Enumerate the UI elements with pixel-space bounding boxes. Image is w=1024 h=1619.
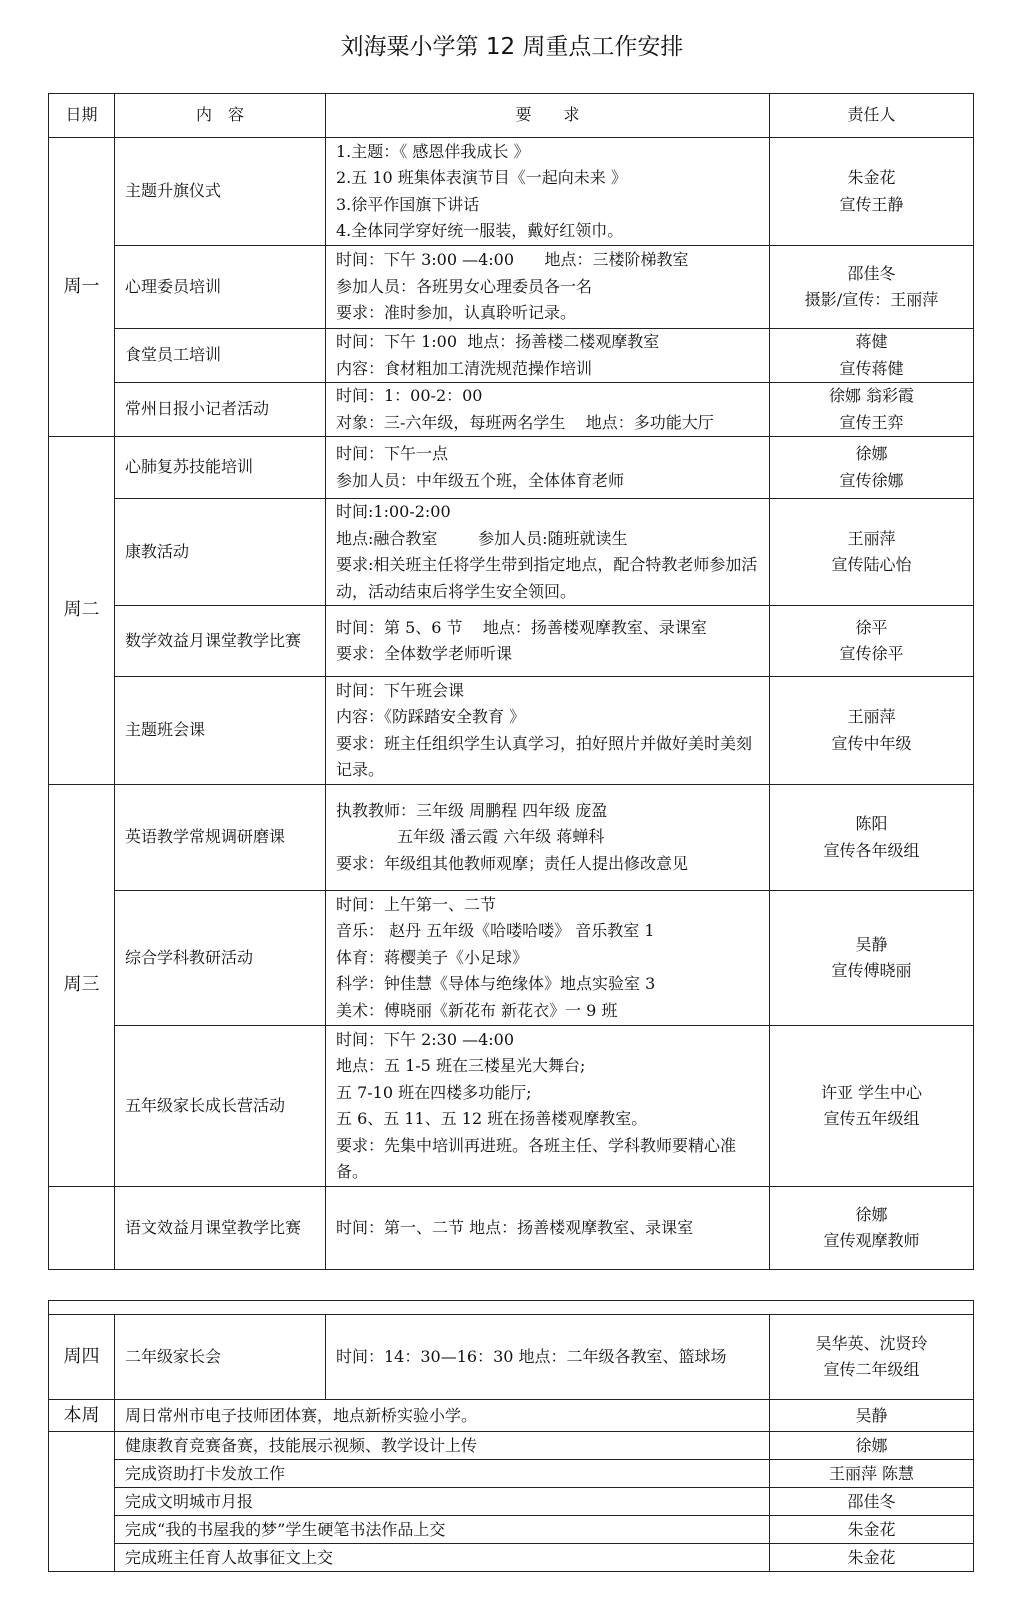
row-content: 康教活动: [115, 499, 326, 606]
row-content: 心理委员培训: [115, 246, 326, 329]
row-content: 常州日报小记者活动: [115, 383, 326, 437]
row-requirements: 时间：下午 2:30 —4:00 地点：五 1-5 班在三楼星光大舞台; 五 7-10 班在四楼多功能厅; 五 6、五 11、五 12 班在扬善楼观摩教室。 要求：先集中培训再进班。各班主任、学科教师要精心准备。: [326, 1026, 770, 1187]
row-person: 徐娜 宣传观摩教师: [770, 1187, 974, 1270]
row-person: 徐娜 宣传徐娜: [770, 437, 974, 499]
table-row: [49, 1544, 974, 1572]
header-requirements: 要 求: [326, 94, 770, 138]
row-person: 吴华英、沈贤玲 宣传二年级组: [770, 1315, 974, 1400]
table-row: [49, 138, 974, 246]
row-person: 许亚 学生中心 宣传五年级组: [770, 1026, 974, 1187]
row-requirements: 时间:1:00-2:00 地点:融合教室 参加人员:随班就读生 要求:相关班主任将学生带到指定地点，配合特教老师参加活动，活动结束后将学生安全领回。: [326, 499, 770, 606]
table-row: [49, 677, 974, 785]
week-task: 健康教育竞赛备赛，技能展示视频、教学设计上传: [115, 1432, 770, 1460]
row-person: 王丽萍 宣传陆心怡: [770, 499, 974, 606]
week-task: 周日常州市电子技师团体赛，地点新桥实验小学。: [115, 1400, 770, 1432]
row-requirements: 1.主题：《 感恩伴我成长 》 2.五 10 班集体表演节目《一起向未来 》 3.徐平作国旗下讲话 4.全体同学穿好统一服装，戴好红领巾。: [326, 138, 770, 246]
row-content: 综合学科教研活动: [115, 891, 326, 1026]
week-task-person: 徐娜: [770, 1432, 974, 1460]
header-row: [49, 94, 974, 138]
row-person: 徐娜 翁彩霞 宣传王弈: [770, 383, 974, 437]
row-content: 英语教学常规调研磨课: [115, 785, 326, 891]
table-row: [49, 246, 974, 329]
row-content: 食堂员工培训: [115, 329, 326, 383]
row-content: 主题升旗仪式: [115, 138, 326, 246]
day-this-week: 本周: [49, 1400, 115, 1432]
table-row: [49, 1026, 974, 1187]
table-row: [49, 1315, 974, 1400]
week-task: 完成资助打卡发放工作: [115, 1460, 770, 1488]
week-task-person: 王丽萍 陈慧: [770, 1460, 974, 1488]
row-requirements: 执教教师：三年级 周鹏程 四年级 庞盈 五年级 潘云霞 六年级 蒋蝉科 要求：年级组其他教师观摩；责任人提出修改意见: [326, 785, 770, 891]
row-person: 王丽萍 宣传中年级: [770, 677, 974, 785]
day-empty: [49, 1432, 115, 1572]
week-task: 完成班主任育人故事征文上交: [115, 1544, 770, 1572]
table-row: [49, 606, 974, 677]
day-wednesday: 周三: [49, 785, 115, 1187]
row-requirements: 时间：第一、二节 地点：扬善楼观摩教室、录课室: [326, 1187, 770, 1270]
week-task-person: 吴静: [770, 1400, 974, 1432]
header-person: 责任人: [770, 94, 974, 138]
row-person: 邵佳冬 摄影/宣传：王丽萍: [770, 246, 974, 329]
row-requirements: 时间：下午一点 参加人员：中年级五个班，全体体育老师: [326, 437, 770, 499]
row-requirements: 时间：下午班会课 内容：《防踩踏安全教育 》 要求：班主任组织学生认真学习，拍好照片并做好美时美刻记录。: [326, 677, 770, 785]
table-row: [49, 1488, 974, 1516]
page-title: 刘海粟小学第 12 周重点工作安排: [340, 34, 684, 60]
schedule-table: [48, 93, 974, 1270]
day-thursday: 周四: [49, 1315, 115, 1400]
row-content: 数学效益月课堂教学比赛: [115, 606, 326, 677]
table-row: [49, 1187, 974, 1270]
schedule-table-continued: [48, 1300, 974, 1572]
table-row: [49, 383, 974, 437]
row-requirements: 时间：下午 3:00 —4:00 地点：三楼阶梯教室 参加人员：各班男女心理委员各一名 要求：准时参加，认真聆听记录。: [326, 246, 770, 329]
row-person: 徐平 宣传徐平: [770, 606, 974, 677]
week-task: 完成“我的书屋我的梦”学生硬笔书法作品上交: [115, 1516, 770, 1544]
row-requirements: 时间：上午第一、二节 音乐： 赵丹 五年级《哈喽哈喽》 音乐教室 1 体育：蒋樱美子《小足球》 科学：钟佳慧《导体与绝缘体》地点实验室 3 美术：傅晓丽《新花布 新花衣》一 9 班: [326, 891, 770, 1026]
row-requirements: 时间：14：30—16：30 地点：二年级各教室、篮球场: [326, 1315, 770, 1400]
week-task-person: 朱金花: [770, 1516, 974, 1544]
table-row: [49, 891, 974, 1026]
row-requirements: 时间：1：00-2：00 对象：三-六年级，每班两名学生 地点：多功能大厅: [326, 383, 770, 437]
week-task: 完成文明城市月报: [115, 1488, 770, 1516]
spacer-cell: [49, 1301, 974, 1315]
table-row: [49, 1516, 974, 1544]
day-monday: 周一: [49, 138, 115, 437]
table-row: [49, 1460, 974, 1488]
row-requirements: 时间：下午 1:00 地点：扬善楼二楼观摩教室 内容：食材粗加工清洗规范操作培训: [326, 329, 770, 383]
table-row: [49, 329, 974, 383]
row-person: 吴静 宣传傅晓丽: [770, 891, 974, 1026]
row-person: 蒋健 宣传蒋健: [770, 329, 974, 383]
header-date: 日期: [49, 94, 115, 138]
day-tuesday: 周二: [49, 437, 115, 785]
table-row: [49, 1400, 974, 1432]
table-row: [49, 1432, 974, 1460]
table-row: [49, 437, 974, 499]
table-row: [49, 785, 974, 891]
row-person: 朱金花 宣传王静: [770, 138, 974, 246]
row-content: 二年级家长会: [115, 1315, 326, 1400]
row-content: 语文效益月课堂教学比赛: [115, 1187, 326, 1270]
row-requirements: 时间：第 5、6 节 地点：扬善楼观摩教室、录课室 要求：全体数学老师听课: [326, 606, 770, 677]
day-empty: [49, 1187, 115, 1270]
row-content: 主题班会课: [115, 677, 326, 785]
week-task-person: 邵佳冬: [770, 1488, 974, 1516]
header-content: 内 容: [115, 94, 326, 138]
row-content: 五年级家长成长营活动: [115, 1026, 326, 1187]
row-person: 陈阳 宣传各年级组: [770, 785, 974, 891]
spacer-row: [49, 1301, 974, 1315]
row-content: 心肺复苏技能培训: [115, 437, 326, 499]
table-row: [49, 499, 974, 606]
week-task-person: 朱金花: [770, 1544, 974, 1572]
